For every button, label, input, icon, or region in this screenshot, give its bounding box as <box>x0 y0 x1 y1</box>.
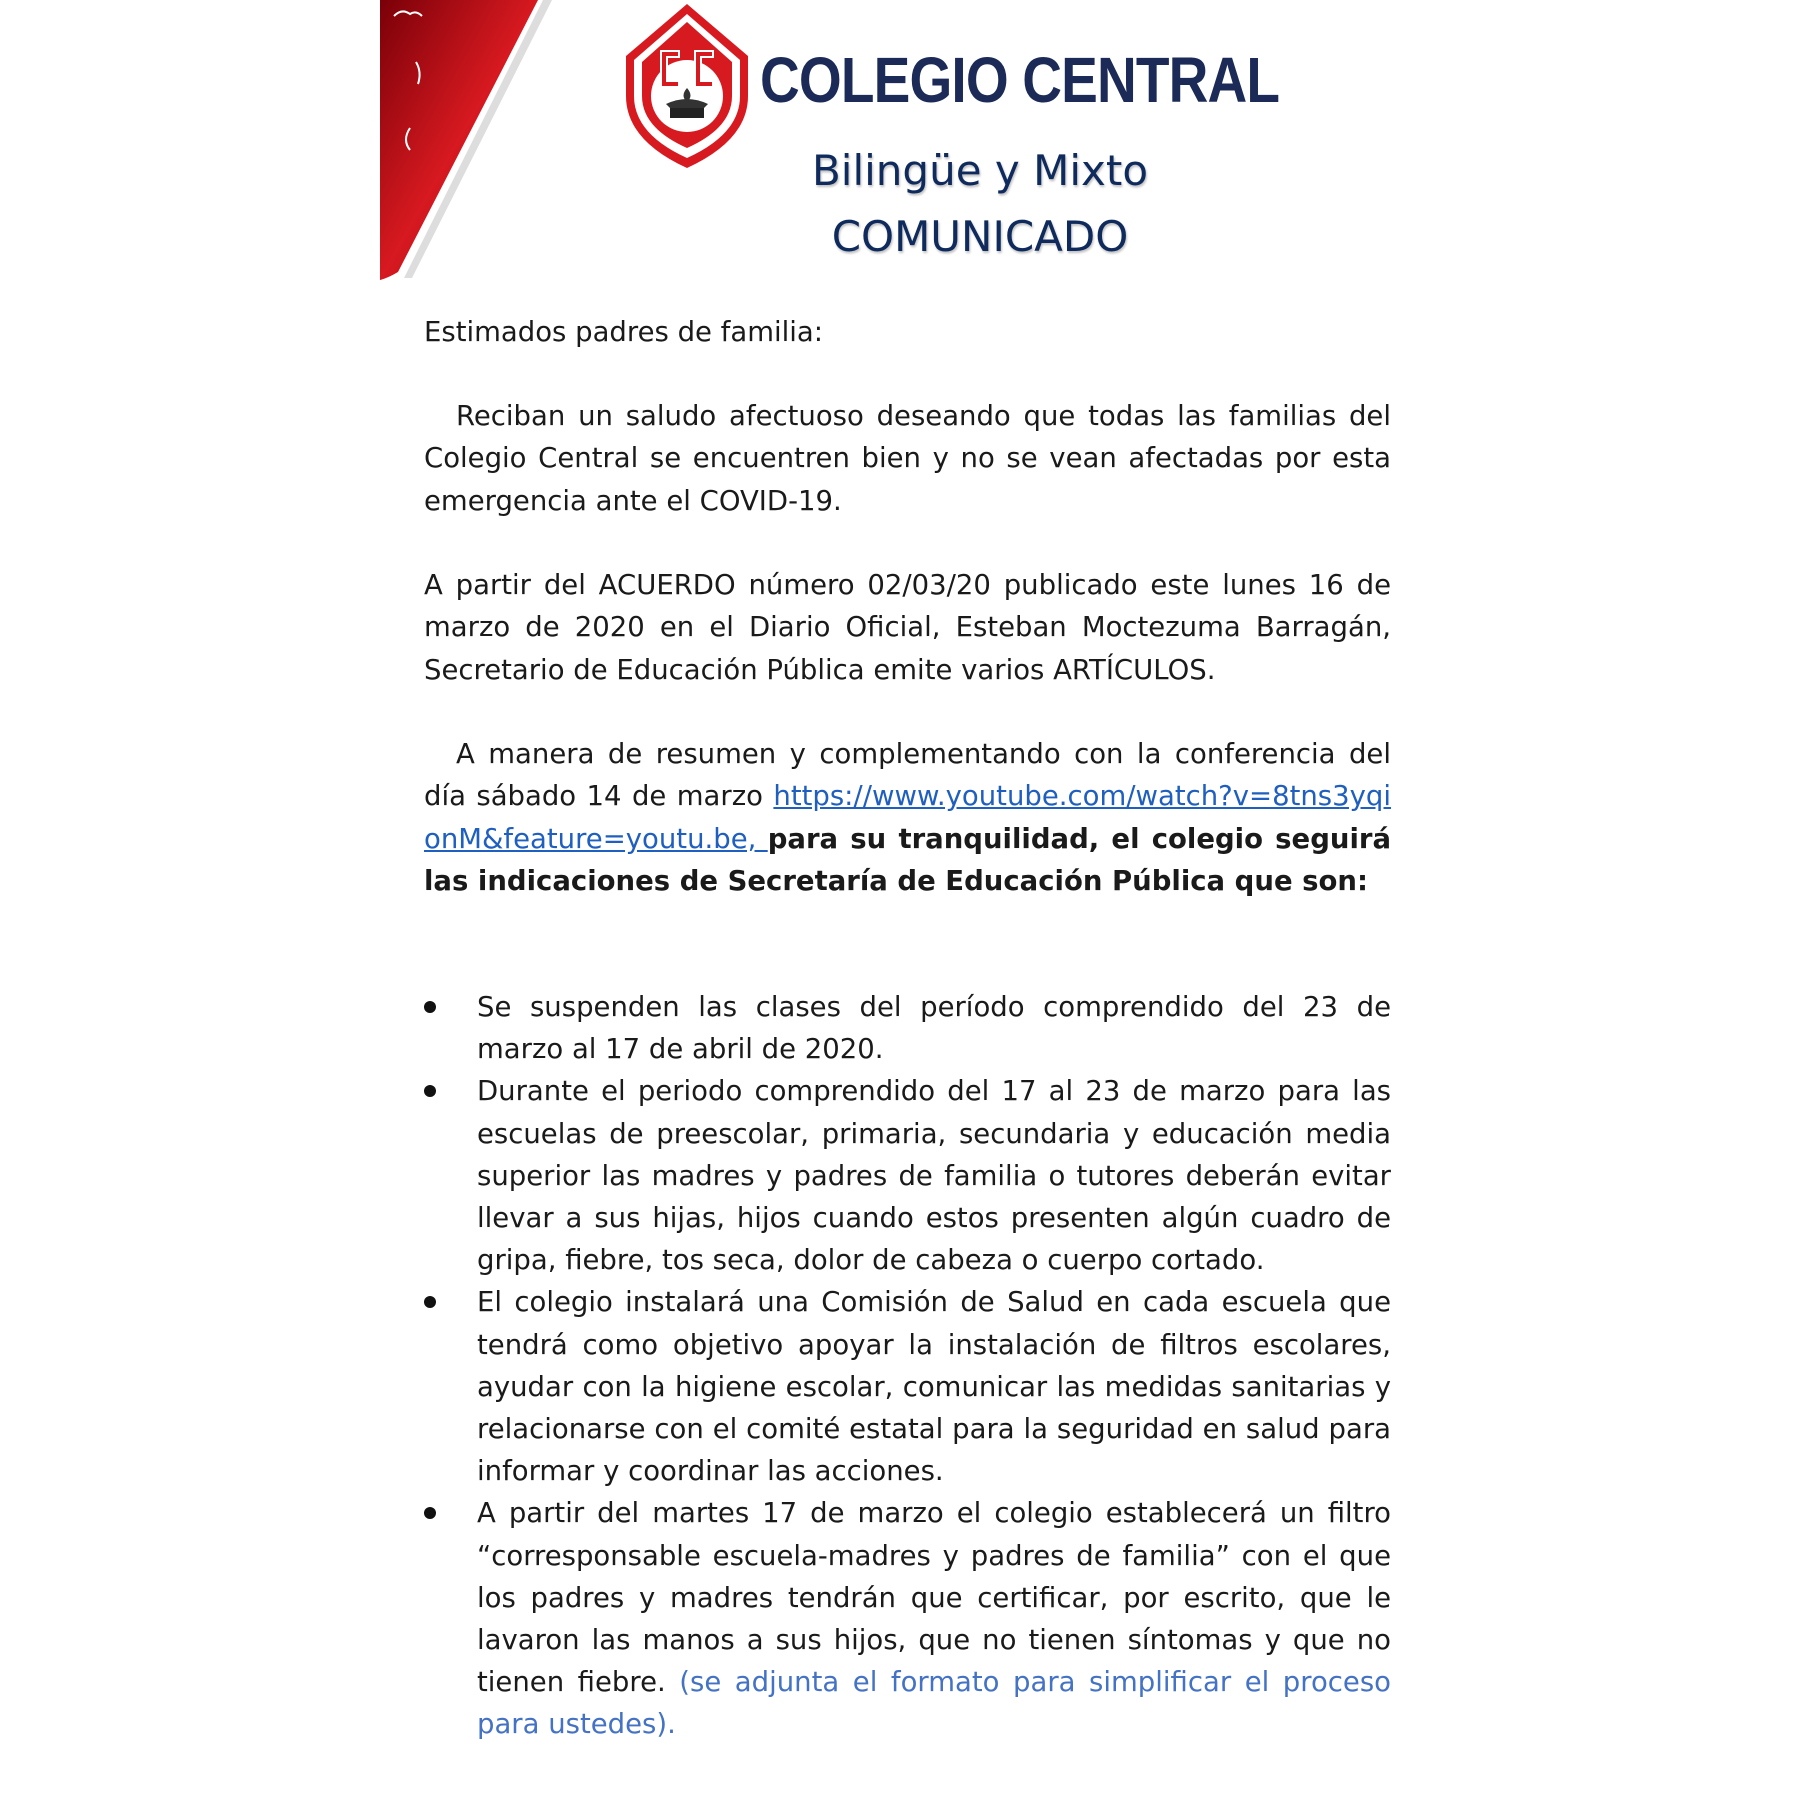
red-corner-decoration <box>380 0 560 280</box>
list-item-text: Se suspenden las clases del período comprendido del 23 de marzo al 17 de abril de 2020. <box>477 991 1391 1066</box>
paragraph-1-text: Reciban un saludo afectuoso deseando que todas las familias del Colegio Central se encuentren bien y no se vean afectadas por esta emergencia ante el COVID-19. <box>424 400 1391 517</box>
bullet-icon <box>424 1085 436 1097</box>
list-item <box>424 986 1391 1070</box>
list-item-text: Durante el periodo comprendido del 17 al 23 de marzo para las escuelas de preescolar, primaria, secundaria y educación media superior las madres y padres de familia o tutores deberán evitar llevar a sus hijas, hijos cuando estos presenten algún cuadro de gripa, fiebre, tos seca, dolor de cabeza o cuerpo cortado. <box>477 1075 1391 1277</box>
paragraph-summary <box>424 733 1391 903</box>
list-item <box>424 1492 1391 1745</box>
letter-greeting: Estimados padres de familia: <box>424 316 824 348</box>
paragraph-3-bold-text: para su tranquilidad, el colegio seguirá las indicaciones de Secretaría de Educación Pública que son: <box>424 822 1392 898</box>
youtube-link[interactable]: https://www.youtube.com/watch?v=8tns3yqionM&feature=youtu.be, <box>424 780 1391 855</box>
bullet-icon <box>424 1296 436 1308</box>
attachment-note: (se adjunta el formato para simplificar el proceso para ustedes). <box>477 1666 1391 1741</box>
school-crest-icon <box>620 0 755 172</box>
list-item-text: A partir del martes 17 de marzo el colegio establecerá un filtro “corresponsable escuela-madres y padres de familia” con el que los padres y madres tendrán que certificar, por escrito, que le lavaron las manos a sus hijos, que no tienen síntomas y que no tienen fiebre. <box>477 1497 1391 1699</box>
list-item-text: El colegio instalará una Comisión de Salud en cada escuela que tendrá como objetivo apoyar la instalación de filtros escolares, ayudar con la higiene escolar, comunicar las medidas sanitarias y relacionarse con el comité estatal para la seguridad en salud para informar y coordinar las acciones. <box>477 1286 1391 1488</box>
bullet-icon <box>424 1507 436 1519</box>
school-name: COLEGIO CENTRAL <box>760 44 1280 116</box>
list-item <box>424 1070 1391 1281</box>
paragraph-3-intro: A manera de resumen y complementando con la conferencia del día sábado 14 de marzo <box>424 738 1391 813</box>
document-type-title: COMUNICADO <box>831 212 1129 261</box>
school-subtitle: Bilingüe y Mixto <box>811 146 1149 195</box>
paragraph-agreement: A partir del ACUERDO número 02/03/20 publicado este lunes 16 de marzo de 2020 en el Diario Oficial, Esteban Moctezuma Barragán, Secretario de Educación Pública emite varios ARTÍCULOS. <box>424 569 1391 686</box>
bullet-icon <box>424 1001 436 1013</box>
measures-list <box>424 986 1391 1746</box>
paragraph-greeting-wishes <box>424 395 1391 522</box>
list-item <box>424 1281 1391 1492</box>
